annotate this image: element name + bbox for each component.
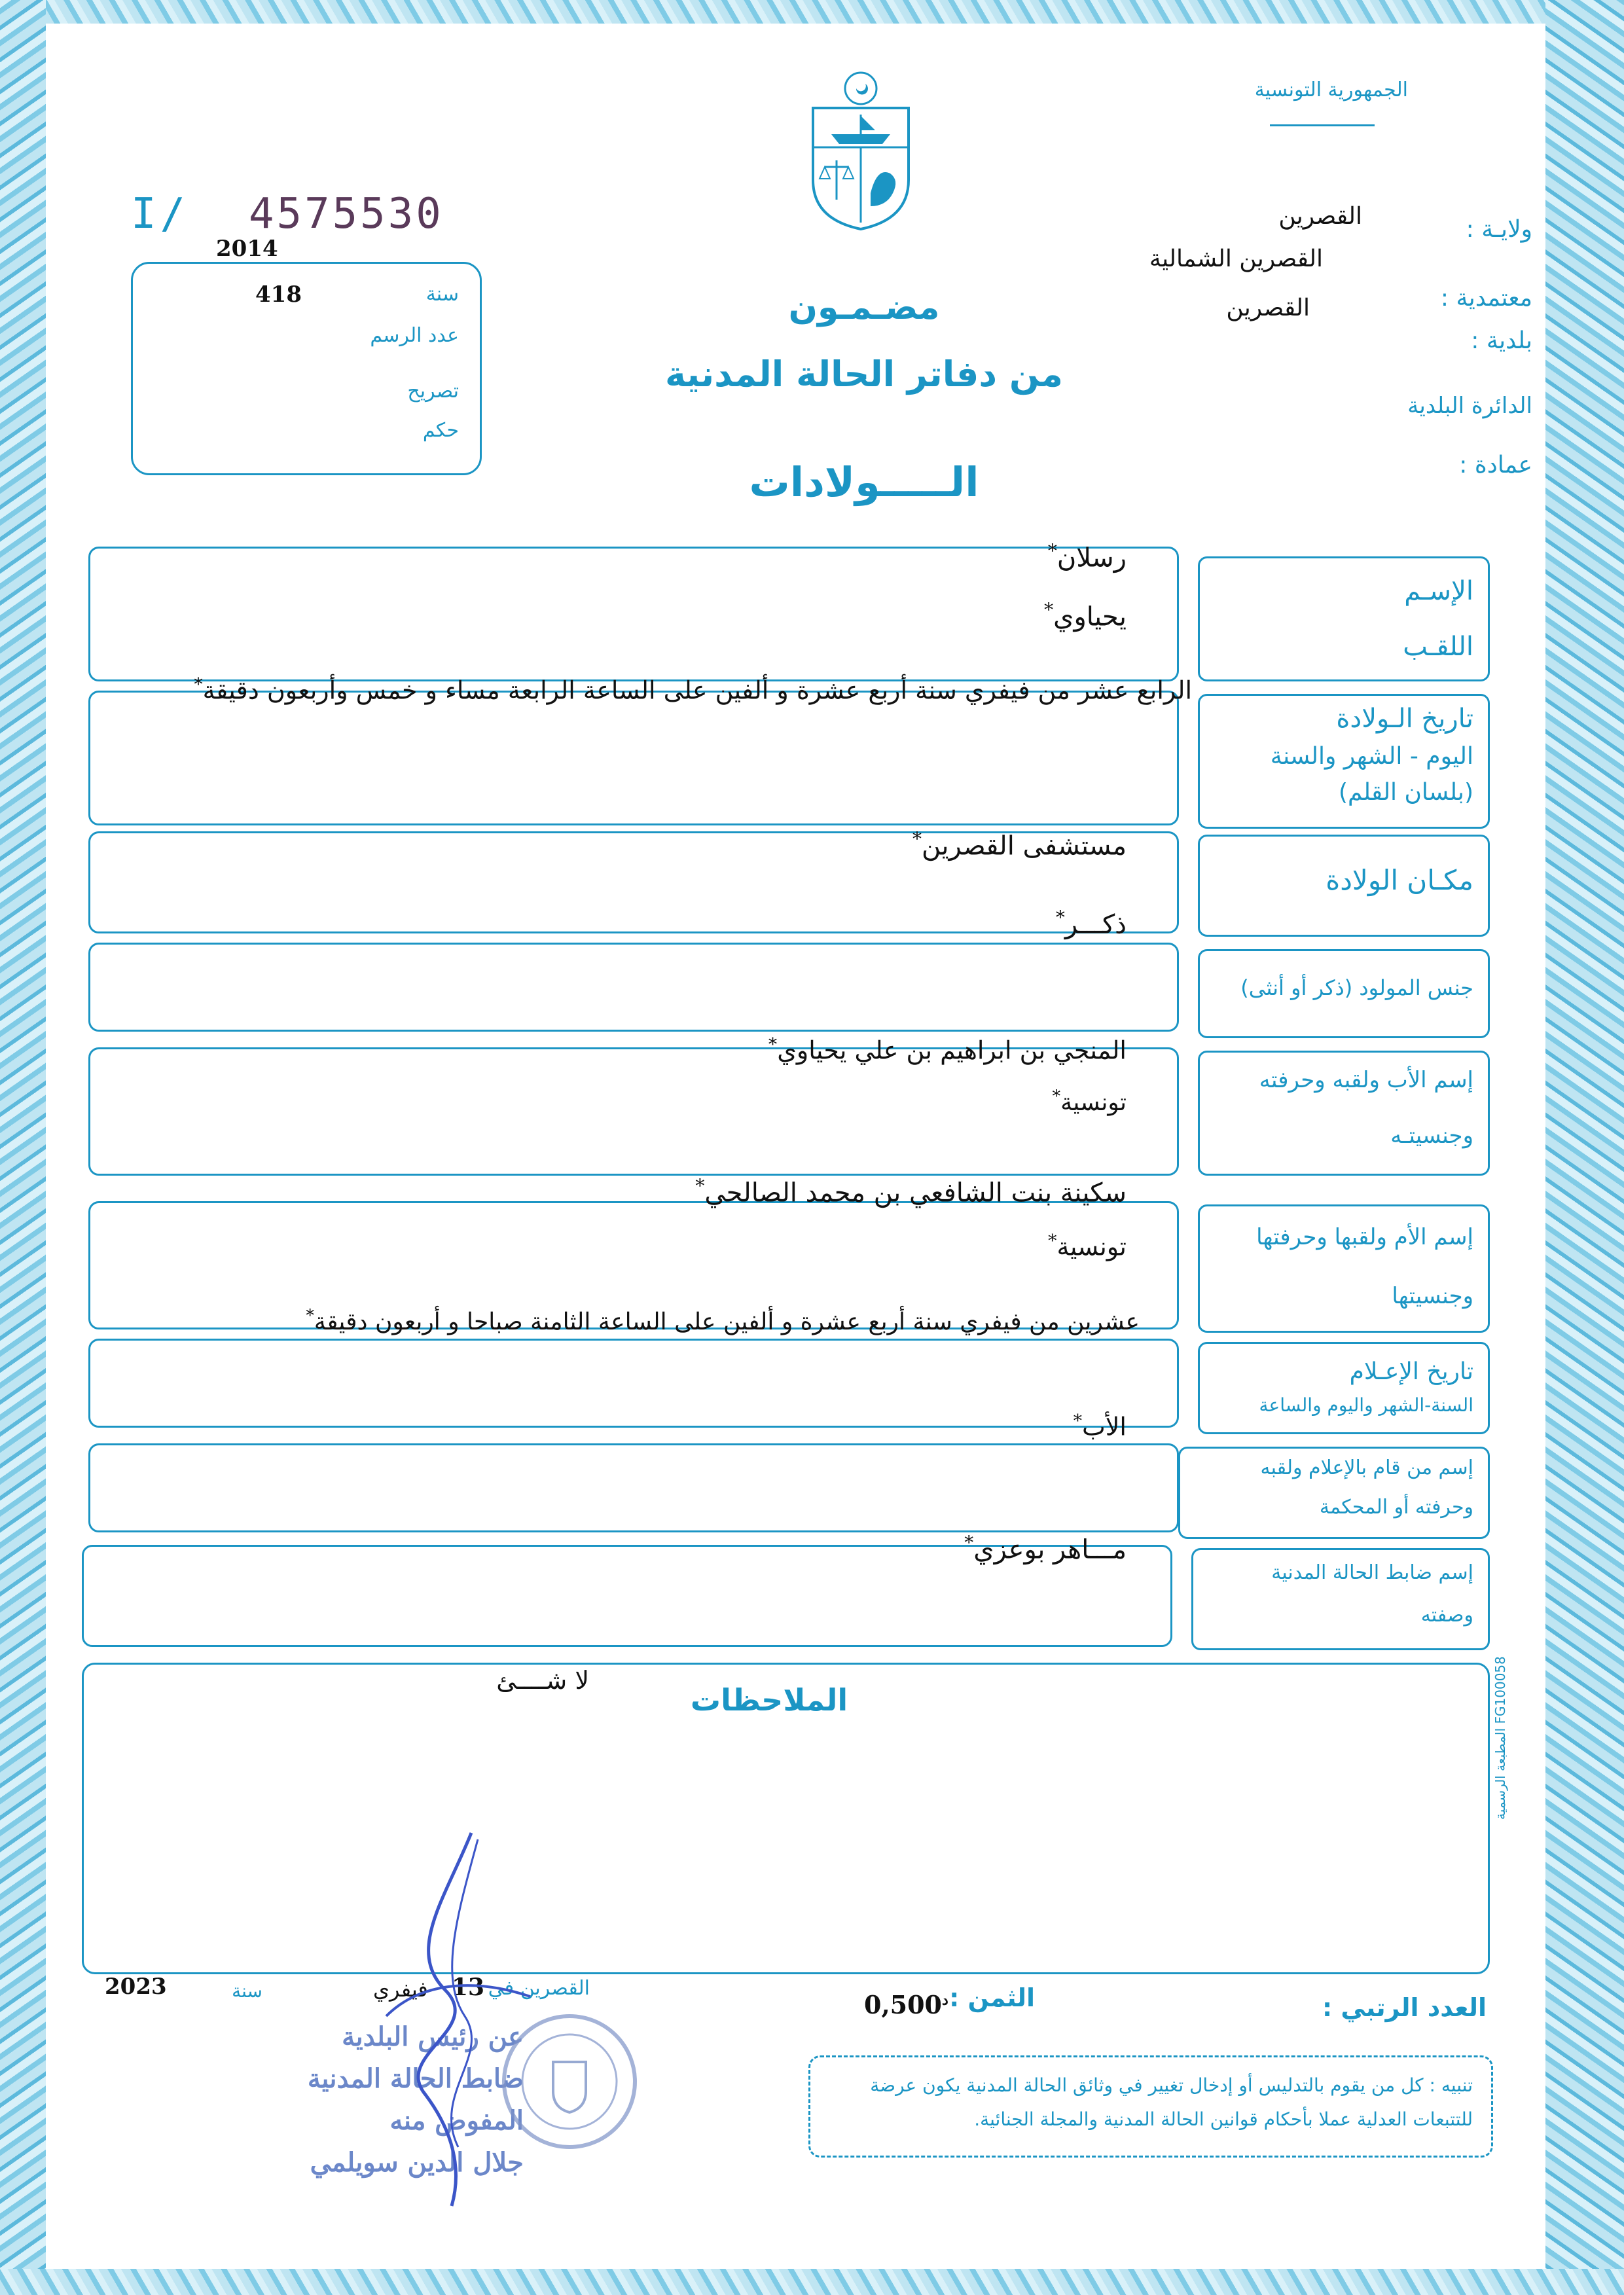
birth-date-value-box	[88, 691, 1179, 825]
declaration-date-sublabel: السنة-الشهر واليوم والساعة	[1259, 1394, 1473, 1416]
registry-year-label: سنة	[425, 283, 459, 306]
coat-of-arms-icon	[805, 69, 916, 232]
father-nationality-label: وجنسيتـه	[1390, 1123, 1473, 1149]
mother-label: إسم الأم ولقبها وحرفتها	[1256, 1224, 1473, 1250]
handwritten-signature-icon	[367, 1820, 563, 2213]
stamp-line-2: المفوض منه	[389, 2105, 524, 2136]
republic-underline	[1270, 124, 1375, 126]
delegation-value: القصرين الشمالية	[1149, 245, 1323, 272]
registry-number-value: 418	[255, 281, 302, 308]
footer-year-value: 2023	[105, 1974, 167, 2000]
notice-text: تنبيه : كل من يقوم بالتدليس أو إدخال تغيير في وثائق الحالة المدنية يكون عرضة للتتبعات العدلية عملا بأحكام قوانين الحالة المدنية والمجلة الجنائية.	[870, 2074, 1473, 2130]
declarant-label: إسم من قام بالإعلام ولقبه	[1260, 1456, 1473, 1479]
sex-value-box	[88, 943, 1179, 1032]
title-line3: الـــــولادات	[749, 458, 979, 506]
registry-year-value: 2014	[216, 236, 278, 262]
guilloche-border-left	[0, 0, 46, 2295]
father-label: إسم الأب ولقبه وحرفته	[1259, 1067, 1473, 1093]
sex-label: جنس المولود (ذكر أو أنثى)	[1240, 975, 1473, 1000]
declaration-date-label-box	[1198, 1342, 1490, 1434]
footer-place-label: القصرين في	[488, 1977, 590, 2000]
title-line2: من دفاتر الحالة المدنية	[665, 353, 1063, 395]
declaration-date-value: عشرين من فيفري سنة أربع عشرة و ألفين على الساعة الثامنة صباحا و أربعون دقيقة*	[306, 1306, 1140, 1335]
surname-value: يحياوي*	[1044, 599, 1127, 632]
mother-nationality-label: وجنسيتها	[1392, 1283, 1473, 1309]
birth-date-label: تاريخ الـولادة	[1336, 704, 1473, 734]
name-label: الإسـم	[1404, 576, 1473, 606]
footer-serial-label: العدد الرتبي :	[1322, 1993, 1487, 2022]
first-name-value: رسلان*	[1047, 540, 1127, 573]
father-name-value: المنجي بن ابراهيم بن علي يحياوي*	[768, 1034, 1127, 1065]
mother-nationality-value: تونسية*	[1048, 1231, 1127, 1261]
birth-date-in-words-label: (بلسان القلم)	[1338, 779, 1473, 806]
remarks-value: لا شــــئ	[496, 1666, 589, 1695]
district-label: الدائرة البلدية	[1407, 393, 1532, 419]
declaration-date-label: تاريخ الإعـلام	[1349, 1358, 1473, 1385]
officer-label: إسم ضابط الحالة المدنية	[1271, 1561, 1473, 1584]
delegation-label: معتمدية :	[1440, 285, 1532, 312]
stamp-officer-title: ضابط الحالة المدنية	[307, 2063, 524, 2094]
wilaya-label: ولايـة :	[1466, 216, 1532, 243]
registry-judgment-label: حكم	[422, 419, 459, 442]
imada-label: عمادة :	[1459, 452, 1532, 479]
sex-value: ذكـــر*	[1055, 907, 1127, 940]
guilloche-border-top	[0, 0, 1624, 24]
birth-place-value: مستشفى القصرين*	[912, 828, 1127, 861]
stamp-line-3: جلال الدين سويلمي	[310, 2147, 524, 2178]
name-label-box	[1198, 556, 1490, 681]
birth-date-value: الرابع عشر من فيفري سنة أربع عشرة و ألفين على الساعة الرابعة مساء و خمس وأربعون دقيقة*	[194, 674, 1192, 705]
declarant-value: الأب*	[1073, 1411, 1127, 1441]
surname-label: اللقـب	[1403, 632, 1473, 662]
name-value-box	[88, 547, 1179, 681]
wilaya-value: القصرين	[1278, 203, 1362, 230]
declarant-sublabel: وحرفته أو المحكمة	[1319, 1496, 1473, 1519]
registry-declaration-label: تصريح	[407, 380, 459, 403]
guilloche-border-right	[1545, 0, 1624, 2295]
republic-label: الجمهورية التونسية	[1254, 79, 1408, 101]
footer-month-value: فيفري	[373, 1977, 428, 2002]
serial-number: 4575530	[249, 190, 444, 238]
serial-prefix: I/	[131, 190, 190, 238]
declaration-date-value-box	[88, 1339, 1179, 1428]
stamp-line-1: عن رئيس البلدية	[342, 2021, 524, 2052]
officer-value: مـــاهر بوعزي*	[964, 1532, 1127, 1565]
birth-place-label: مكـان الولادة	[1326, 864, 1473, 896]
birth-date-sublabel: اليوم - الشهر والسنة	[1270, 743, 1473, 770]
father-nationality-value: تونسية*	[1052, 1087, 1127, 1116]
title-line1: مضـمـون	[788, 288, 940, 327]
footer-price-label: الثمن :	[949, 1983, 1035, 2012]
guilloche-border-bottom	[0, 2269, 1624, 2295]
footer-price-value: $0,500^د$	[864, 1990, 948, 2019]
remarks-label: الملاحظات	[690, 1682, 848, 1718]
registry-number-label: عدد الرسم	[370, 324, 459, 347]
father-value-box	[88, 1047, 1179, 1176]
municipality-label: بلدية :	[1471, 327, 1532, 354]
declarant-value-box	[88, 1443, 1179, 1532]
footer-day-value: 13	[452, 1974, 485, 2001]
mother-name-value: سكينة بنت الشافعي بن محمد الصالحي*	[695, 1175, 1127, 1208]
printer-code: المطبعة الرسمية FG100058	[1492, 1656, 1508, 1820]
officer-sublabel: وصفته	[1420, 1604, 1473, 1627]
municipality-value: القصرين	[1226, 295, 1310, 321]
footer-year-label: سنة	[232, 1980, 262, 2002]
